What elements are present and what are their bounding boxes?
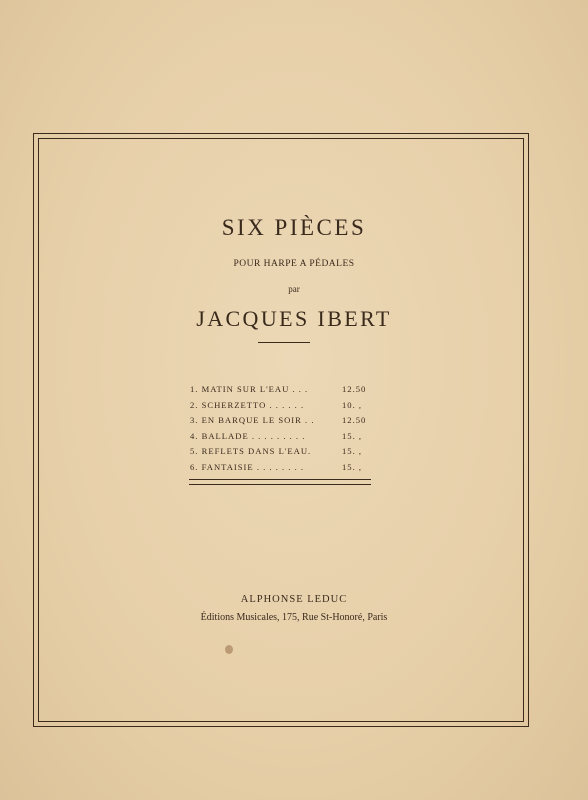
by-line: par bbox=[288, 284, 300, 294]
divider bbox=[258, 342, 310, 343]
list-rule-top bbox=[189, 479, 371, 480]
composer-name: JACQUES IBERT bbox=[196, 306, 392, 331]
piece-price: 12.50 bbox=[342, 384, 367, 394]
publisher-address: Éditions Musicales, 175, Rue St-Honoré, Paris bbox=[200, 612, 388, 623]
list-item bbox=[190, 413, 380, 429]
list-item bbox=[190, 382, 380, 398]
piece-title: 4. BALLADE . . . . . . . . . bbox=[190, 430, 306, 441]
subtitle: POUR HARPE A PÉDALES bbox=[233, 259, 355, 269]
list-item bbox=[190, 444, 380, 460]
piece-price: 15. , bbox=[342, 430, 363, 441]
paper-stain bbox=[225, 645, 233, 654]
piece-title: 2. SCHERZETTO . . . . . . bbox=[190, 399, 305, 410]
piece-price: 12.50 bbox=[342, 415, 367, 425]
piece-title: 5. REFLETS DANS L'EAU. bbox=[190, 446, 312, 456]
piece-price: 15. , bbox=[342, 446, 363, 456]
piece-title: 6. FANTAISIE . . . . . . . . bbox=[190, 461, 305, 472]
list-item bbox=[190, 429, 380, 445]
list-item bbox=[190, 460, 380, 476]
page-title: SIX PIÈCES bbox=[221, 215, 367, 240]
piece-price: 10. , bbox=[342, 399, 363, 410]
publisher-name: ALPHONSE LEDUC bbox=[240, 594, 348, 605]
list-item bbox=[190, 398, 380, 414]
list-rule-bottom bbox=[189, 484, 371, 485]
piece-price: 15. , bbox=[342, 461, 363, 472]
pieces-list bbox=[190, 382, 380, 475]
piece-title: 3. EN BARQUE LE SOIR . . bbox=[190, 415, 315, 425]
piece-title: 1. MATIN SUR L'EAU . . . bbox=[190, 384, 309, 394]
